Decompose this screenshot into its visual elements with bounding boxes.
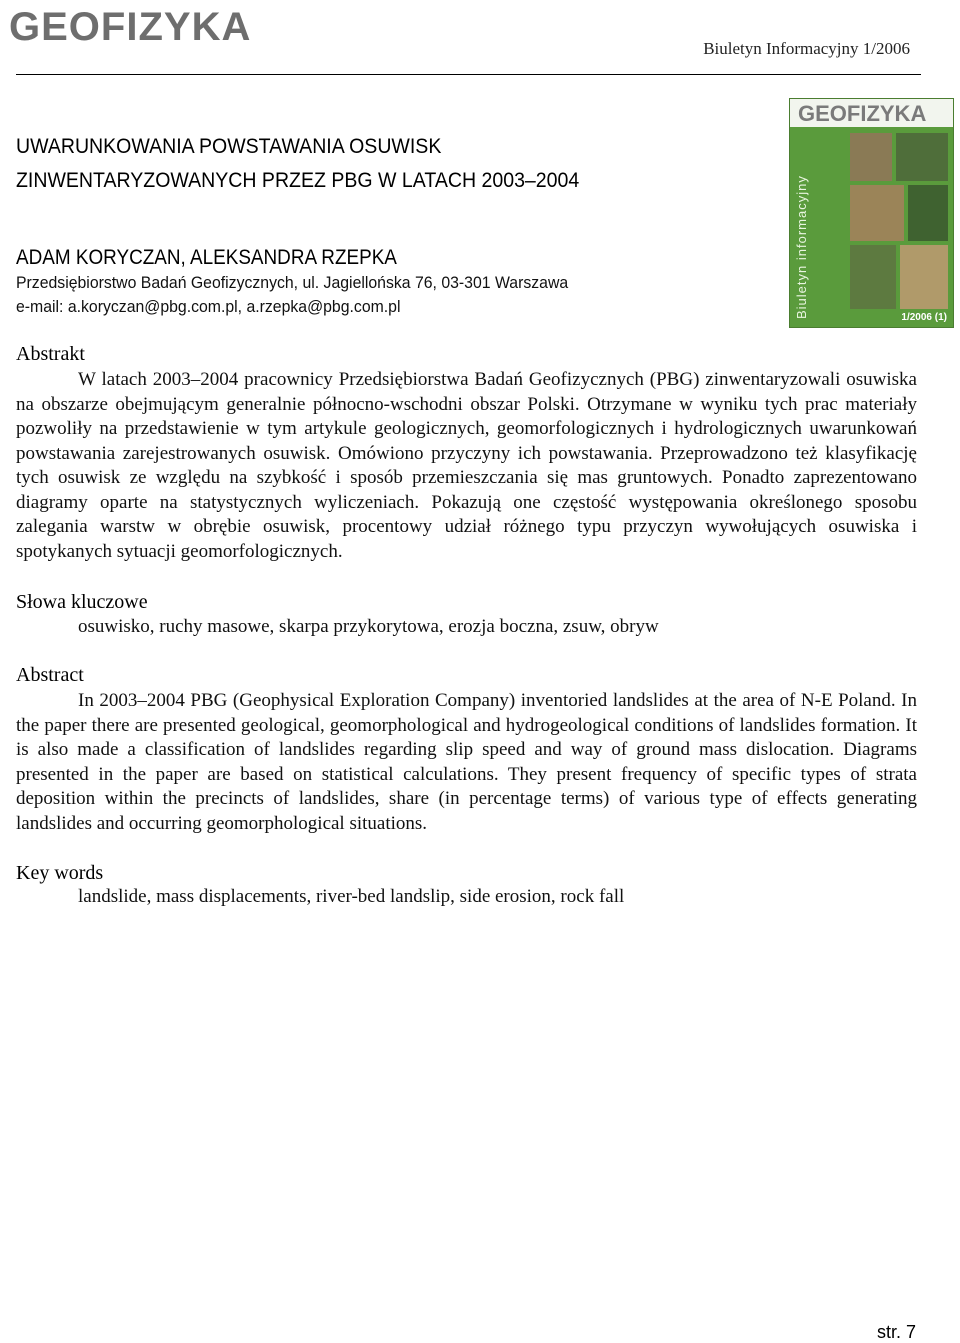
cover-photo-2 (896, 133, 948, 181)
affiliation: Przedsiębiorstwo Badań Geofizycznych, ul. Jagiellońska 76, 03-301 Warszawa (16, 273, 569, 292)
journal-name: Biuletyn Informacyjny 1/2006 (703, 39, 910, 58)
cover-issue-number: 1/2006 (1) (901, 312, 947, 323)
key-words-list: landslide, mass displacements, river-bed landslip, side erosion, rock fall (78, 886, 625, 907)
abstract-text: In 2003–2004 PBG (Geophysical Exploration Company) inventoried landslides at the area of N-E Poland. In the paper there are presented geological, geomorphological and hydrogeological conditions of landslides formation. It is also made a classification of landslides regarding slip speed and way of ground mass dislocation. Diagrams presented in the paper are based on statistical calculations. They present frequency of specific types of strata deposition within the precincts of landslides, share (in percentage terms) of various type of effects generating landslides and occurring geomorphological situations. (16, 690, 917, 834)
title-line-1: UWARUNKOWANIA POWSTAWANIA OSUWISK (16, 135, 442, 158)
cover-logo-band (790, 99, 953, 127)
cover-photo-4 (908, 185, 948, 241)
page-number: str. 7 (876, 1322, 916, 1342)
slowa-kluczowe-list: osuwisko, ruchy masowe, skarpa przykorytowa, erozja boczna, zsuw, obryw (78, 616, 659, 637)
cover-photo-6 (900, 245, 948, 309)
author-emails: e-mail: a.koryczan@pbg.com.pl, a.rzepka@pbg.com.pl (16, 297, 401, 316)
article-title (16, 130, 723, 198)
journal-cover-image (789, 98, 954, 328)
geofizyka-logo-text: GEOFIZYKA (9, 5, 252, 48)
abstrakt-heading: Abstrakt (16, 343, 85, 365)
cover-logo-text: GEOFIZYKA (798, 101, 927, 126)
cover-photo-5 (850, 245, 896, 309)
abstrakt-text: W latach 2003–2004 pracownicy Przedsiębiorstwa Badań Geofizycznych (PBG) zinwentaryzowali osuwiska na obszarze obejmującym generalnie północno-wschodni obszar Polski. Otrzymane w wyniku tych prac materiały pozwoliły na przedstawienie w tym artykule geologicznych, geomorfologicznych i hydrologicznych uwarunkowań powstawania zarejestrowanych osuwisk. Omówiono przyczyny ich powstawania. Przeprowadzono też klasyfikację tych osuwisk ze względu na szybkość i sposób przemieszczania się mas gruntowych. Ponadto zaprezentowano diagramy oparte na statystycznych wyliczeniach. Pokazują one częstość występowania określonego sposobu zalegania warstw w obrębie osuwisk, procentowy udział różnego typu przyczyn wywołujących osuwiska i spotykanych sytuacji geomorfologicznych. (16, 369, 917, 562)
key-words-heading: Key words (16, 862, 104, 884)
cover-vertical-title: Biuletyn informacyjny (794, 175, 809, 319)
cover-photo-3 (850, 185, 904, 241)
authors: ADAM KORYCZAN, ALEKSANDRA RZEPKA (16, 246, 397, 269)
abstract-heading: Abstract (16, 664, 84, 686)
header-divider (16, 74, 921, 75)
title-line-2: ZINWENTARYZOWANYCH PRZEZ PBG W LATACH 2003–2004 (16, 169, 580, 192)
geofizyka-logo (5, 4, 295, 48)
slowa-kluczowe-heading: Słowa kluczowe (16, 591, 148, 613)
cover-photo-1 (850, 133, 892, 181)
cover-logo (790, 99, 953, 127)
